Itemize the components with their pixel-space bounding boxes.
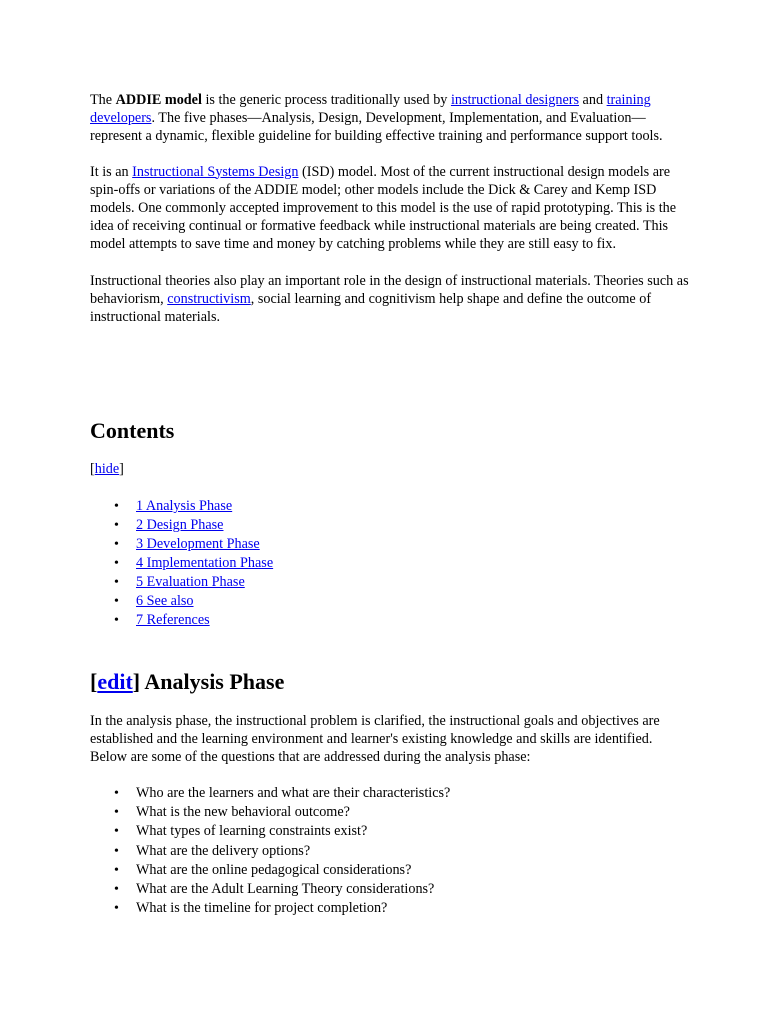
toc-link-analysis-phase[interactable]: 1 Analysis Phase xyxy=(136,498,233,514)
toc-link-evaluation-phase[interactable]: 5 Evaluation Phase xyxy=(136,574,245,590)
list-item: • What is the timeline for project completion? xyxy=(112,899,450,918)
list-item: • What are the online pedagogical considerations? xyxy=(112,861,450,880)
toc-link-see-also[interactable]: 6 See also xyxy=(136,593,194,609)
toc-item xyxy=(112,554,273,573)
addie-model-term: ADDIE model xyxy=(115,92,202,108)
table-of-contents xyxy=(112,497,273,630)
link-constructivism[interactable]: constructivism xyxy=(167,290,251,307)
toc-item xyxy=(112,516,273,535)
toc-item xyxy=(112,573,273,592)
toc-item xyxy=(112,535,273,554)
intro-paragraph-2: It is an Instructional Systems Design (ISD) model. Most of the current instructional design models are spin-offs or variations of the ADDIE model; other models include the Dick & Carey and Kemp ISD models. One commonly accepted improvement to this model is the use of rapid prototyping. This is the idea of receiving continual or formative feedback while instructional materials are being created. This model attempts to save time and money by catching problems while they are still easy to fix. xyxy=(90,163,677,253)
analysis-questions-list xyxy=(112,784,450,918)
toc-link-design-phase[interactable]: 2 Design Phase xyxy=(136,517,224,533)
link-instructional-designers[interactable]: instructional designers xyxy=(450,92,579,108)
analysis-phase-heading: [edit] Analysis Phase xyxy=(90,669,285,694)
intro-paragraph-1: The ADDIE model is the generic process traditionally used by instructional designers and training developers. The five phases—Analysis, Design, Development, Implementation, and Evaluation—represent a dynamic, flexible guideline for building effective training and performance support tools. xyxy=(90,92,663,145)
intro-paragraph-3: Instructional theories also play an important role in the design of instructional materials. Theories such as behaviorism, constructivism, social learning and cognitivism help shape and define the outcome of instructional materials. xyxy=(90,272,689,326)
edit-section-link[interactable]: edit xyxy=(97,669,133,694)
toc-link-references[interactable]: 7 References xyxy=(136,612,210,628)
toc-item xyxy=(112,497,273,516)
list-item: • Who are the learners and what are their characteristics? xyxy=(112,784,450,803)
article-body xyxy=(90,91,690,917)
toc-toggle: [hide] xyxy=(90,461,124,477)
list-item: • What are the delivery options? xyxy=(112,842,450,861)
contents-heading: Contents xyxy=(90,418,175,443)
toc-item xyxy=(112,611,273,630)
analysis-paragraph: In the analysis phase, the instructional problem is clarified, the instructional goals and objectives are established and the learning environment and learner's existing knowledge and skills are identified. Below are some of the questions that are addressed during the analysis phase: xyxy=(90,713,660,766)
toc-link-implementation-phase[interactable]: 4 Implementation Phase xyxy=(136,555,274,571)
link-training-developers[interactable]: training developers xyxy=(90,92,651,127)
list-item: • What types of learning constraints exist? xyxy=(112,822,450,841)
link-instructional-systems-design[interactable]: Instructional Systems Design xyxy=(132,163,299,180)
list-item: • What is the new behavioral outcome? xyxy=(112,803,450,822)
toc-item xyxy=(112,592,273,611)
list-item: • What are the Adult Learning Theory considerations? xyxy=(112,880,450,899)
hide-toc-link[interactable]: hide xyxy=(94,461,120,477)
toc-link-development-phase[interactable]: 3 Development Phase xyxy=(136,536,260,552)
